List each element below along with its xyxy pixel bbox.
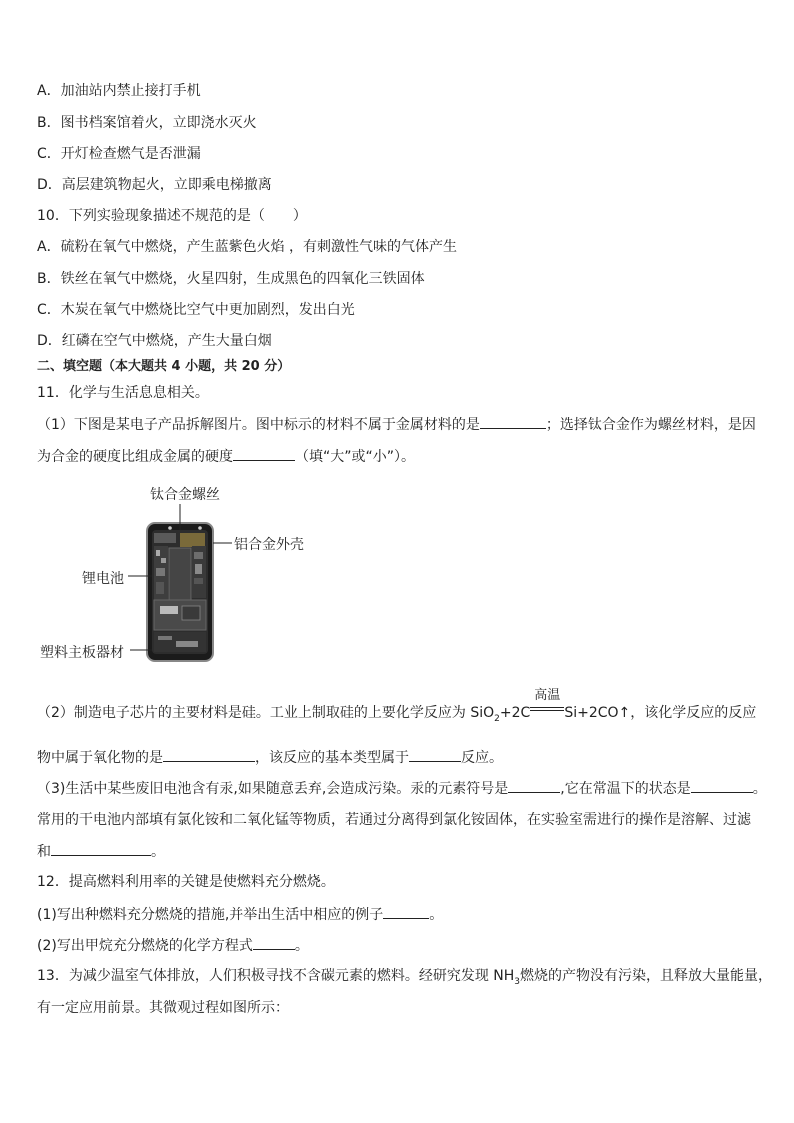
answer-blank[interactable] [233, 446, 295, 461]
q12-p1-end: 。 [429, 907, 444, 923]
q10-option-b: B．铁丝在氧气中燃烧，火星四射，生成黑色的四氧化三铁固体 [37, 271, 425, 287]
answer-blank[interactable] [51, 841, 151, 856]
question-11-stem: 11．化学与生活息息相关。 [37, 385, 209, 401]
answer-blank[interactable] [691, 778, 753, 793]
q12-p2-text: (2)写出甲烷充分燃烧的化学方程式 [37, 938, 253, 954]
q11-p1-text-d: （填“大”或“小”）。 [295, 449, 416, 465]
q11-p2-text-b: +2C [499, 705, 531, 721]
section-heading: 二、填空题（本大题共 4 小题，共 20 分） [37, 359, 291, 374]
question-10-stem: 10．下列实验现象描述不规范的是（ ） [37, 208, 307, 224]
q11-p2-text-c: Si+2CO↑，该化学反应的反应 [564, 705, 757, 721]
q11-p2-text-a: （2）制造电子芯片的主要材料是硅。工业上制取硅的上要化学反应为 SiO [37, 705, 495, 721]
condition-high-temp: 高温 [534, 688, 561, 703]
question-12-stem: 12．提高燃料利用率的关键是使燃料充分燃烧。 [37, 874, 335, 890]
question-13-line2: 有一定应用前景。其微观过程如图所示： [37, 1000, 289, 1016]
q11-p1-text-a: （1）下图是某电子产品拆解图片。图中标示的材料不属于金属材料的是 [37, 417, 480, 433]
q11-p2-text-f: 反应。 [461, 750, 503, 766]
q11-part3-line2: 常用的干电池内部填有氯化铵和二氧化锰等物质，若通过分离得到氯化铵固体，在实验室需进行的操作是溶解、过滤 [37, 812, 751, 828]
q12-part1 [37, 904, 443, 925]
q11-p3-text-c: 。 [752, 781, 767, 797]
q12-p2-end: 。 [294, 938, 309, 954]
option-c: C．开灯检查燃气是否泄漏 [37, 146, 201, 162]
answer-blank[interactable] [253, 935, 295, 950]
option-a: A．加油站内禁止接打手机 [37, 83, 201, 99]
q11-p2-text-e: ，该反应的基本类型属于 [255, 750, 409, 766]
phone-teardown-figure [40, 478, 340, 678]
option-b: B．图书档案馆着火，立即浇水灭火 [37, 115, 257, 131]
q11-p1-text-b: ；选择钛合金作为螺丝材料，是因 [545, 417, 756, 433]
q13-text-a: 13．为减少温室气体排放，人们积极寻找不含碳元素的燃料。经研究发现 NH [37, 968, 515, 984]
question-13-line1 [37, 966, 772, 992]
answer-blank[interactable] [163, 747, 255, 762]
q11-part1-line1 [37, 414, 756, 435]
q12-part2 [37, 935, 309, 956]
q10-option-c: C．木炭在氧气中燃烧比空气中更加剧烈，发出白光 [37, 302, 355, 318]
q11-part3-line1 [37, 778, 767, 799]
label-aluminum-shell: 铝合金外壳 [234, 537, 304, 553]
q11-p3-text-a: （3)生活中某些废旧电池含有汞,如果随意丢弃,会造成污染。汞的元素符号是 [37, 781, 509, 797]
answer-blank[interactable] [409, 747, 461, 762]
subscript-2: 2 [494, 713, 500, 724]
label-lithium-battery: 锂电池 [82, 571, 124, 587]
q11-part2-line1 [37, 688, 757, 729]
q11-part2-line2 [37, 747, 503, 768]
q10-option-d: D．红磷在空气中燃烧，产生大量白烟 [37, 333, 272, 349]
q11-p3-text-f: 。 [151, 844, 165, 860]
subscript-3: 3 [514, 976, 520, 987]
q10-option-a: A．硫粉在氧气中燃烧，产生蓝紫色火焰 ，有刺激性气味的气体产生 [37, 239, 458, 255]
reaction-condition [530, 688, 564, 717]
answer-blank[interactable] [480, 414, 546, 429]
q12-p1-text: (1)写出种燃料充分燃烧的措施,并举出生活中相应的例子 [37, 907, 384, 923]
label-plastic-board: 塑料主板器材 [40, 645, 124, 661]
answer-blank[interactable] [508, 778, 560, 793]
q11-p2-text-d: 物中属于氧化物的是 [37, 750, 163, 766]
q13-text-b: 燃烧的产物没有污染，且释放大量能量， [520, 968, 772, 984]
q11-p3-text-e: 和 [37, 844, 51, 860]
answer-blank[interactable] [383, 904, 429, 919]
q11-p1-text-c: 为合金的硬度比组成金属的硬度 [37, 449, 233, 465]
label-titanium-screw: 钛合金螺丝 [150, 487, 220, 503]
q11-part3-line3 [37, 841, 165, 862]
option-d: D．高层建筑物起火，立即乘电梯撤离 [37, 177, 272, 193]
q11-p3-text-b: ,它在常温下的状态是 [560, 781, 691, 797]
q11-part1-line2 [37, 446, 415, 467]
